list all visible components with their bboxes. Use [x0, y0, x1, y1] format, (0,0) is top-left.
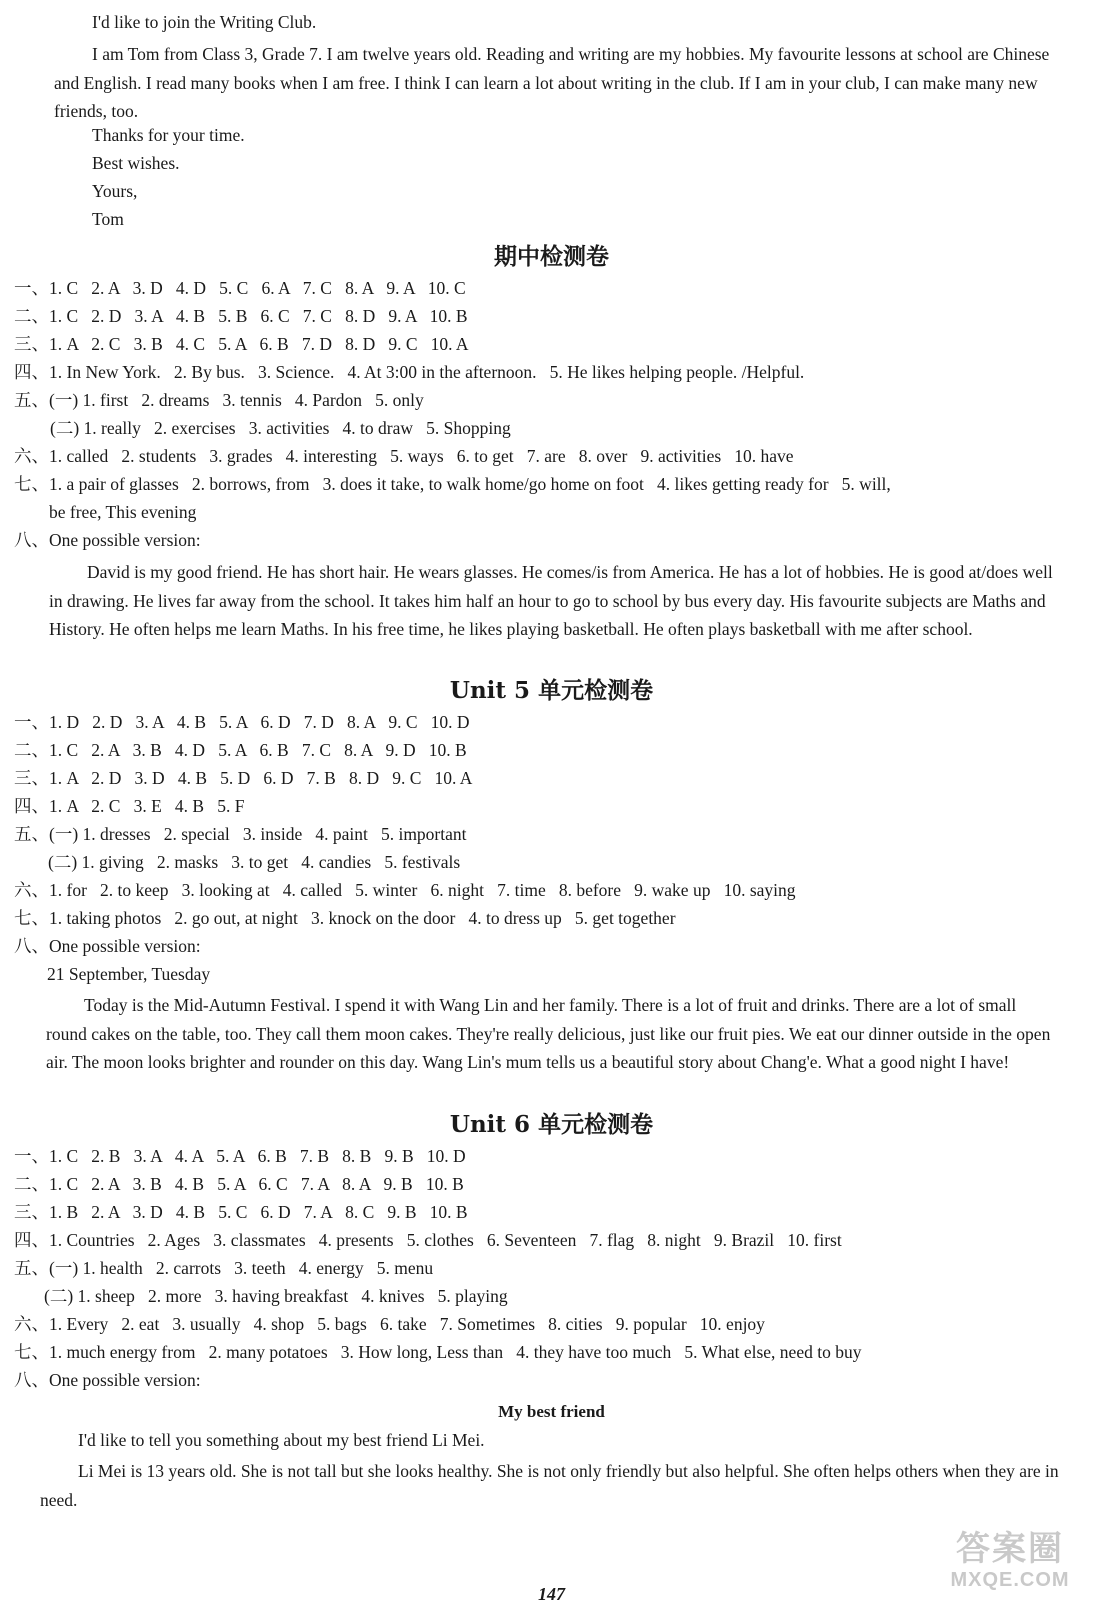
midterm-title: 期中检测卷 — [494, 243, 609, 270]
unit5-essay: Today is the Mid-Autumn Festival. I spend it with Wang Lin and her family. There is a lot of fruit and drinks. There are a lot of small round cakes on the table, too. They call them moon cakes. They're really delicious, just like our fruit pies. We eat our dinner outside in the open air. The moon looks brighter and rounder on this day. Wang Lin's mum tells us a beautiful story about Chang'e. What a good night I have! — [46, 995, 1051, 1072]
midterm-row-2: 二、1. C 2. D 3. A 4. B 5. B 6. C 7. C 8. D 9. A 10. B — [14, 306, 468, 326]
midterm-row-5a: 五、(一) 1. first 2. dreams 3. tennis 4. Pardon 5. only — [14, 390, 424, 410]
letter-opening: I'd like to join the Writing Club. — [92, 12, 317, 32]
midterm-row-4: 四、1. In New York. 2. By bus. 3. Science. 4. At 3:00 in the afternoon. 5. He likes helping people. /Helpful. — [14, 362, 805, 382]
letter-signature: Tom — [92, 209, 124, 229]
midterm-row-5b: (二) 1. really 2. exercises 3. activities 4. to draw 5. Shopping — [50, 418, 511, 438]
unit5-row-5b: (二) 1. giving 2. masks 3. to get 4. candies 5. festivals — [48, 852, 461, 872]
unit6-row-4: 四、1. Countries 2. Ages 3. classmates 4. presents 5. clothes 6. Seventeen 7. flag 8. night 9. Brazil 10. first — [14, 1230, 842, 1250]
unit5-title: Unit 5 单元检测卷 — [449, 677, 654, 704]
unit6-row-3: 三、1. B 2. A 3. D 4. B 5. C 6. D 7. A 8. C 9. B 10. B — [14, 1202, 468, 1222]
midterm-row-6: 六、1. called 2. students 3. grades 4. interesting 5. ways 6. to get 7. are 8. over 9. activities 10. have — [14, 446, 794, 466]
midterm-row-7-cont: be free, This evening — [49, 502, 197, 522]
watermark-url: MXQE.COM — [950, 1569, 1070, 1591]
unit6-title: Unit 6 单元检测卷 — [449, 1111, 654, 1138]
unit5-row-4: 四、1. A 2. C 3. E 4. B 5. F — [14, 796, 245, 816]
unit5-row-6: 六、1. for 2. to keep 3. looking at 4. called 5. winter 6. night 7. time 8. before 9. wake up 10. saying — [14, 880, 796, 900]
unit5-row-2: 二、1. C 2. A 3. B 4. D 5. A 6. B 7. C 8. A 9. D 10. B — [14, 740, 467, 760]
unit6-row-5b: (二) 1. sheep 2. more 3. having breakfast 4. knives 5. playing — [44, 1286, 508, 1306]
watermark-seal: 答案圈 — [956, 1530, 1064, 1568]
unit6-row-2: 二、1. C 2. A 3. B 4. B 5. A 6. C 7. A 8. A 9. B 10. B — [14, 1174, 464, 1194]
unit5-row-7: 七、1. taking photos 2. go out, at night 3. knock on the door 4. to dress up 5. get together — [14, 908, 676, 928]
unit6-essay-intro: I'd like to tell you something about my best friend Li Mei. — [78, 1430, 485, 1450]
letter-body: I am Tom from Class 3, Grade 7. I am twelve years old. Reading and writing are my hobbies. My favourite lessons at school are Chinese and English. I read many books when I am free. I think I can learn a lot about writing in the club. If I am in your club, I can make many new friends, too. — [54, 44, 1050, 121]
site-watermark — [935, 1530, 1085, 1596]
letter-thanks: Thanks for your time. — [92, 125, 245, 145]
letter-wishes: Best wishes. — [92, 153, 180, 173]
unit6-row-8: 八、One possible version: — [14, 1370, 201, 1390]
midterm-row-1: 一、1. C 2. A 3. D 4. D 5. C 6. A 7. C 8. A 9. A 10. C — [14, 278, 466, 298]
midterm-row-7: 七、1. a pair of glasses 2. borrows, from 3. does it take, to walk home/go home on foot 4. likes getting ready for 5. will, — [14, 474, 891, 494]
unit6-essay: Li Mei is 13 years old. She is not tall but she looks healthy. She is not only friendly but also helpful. She often helps others when they are in need. — [40, 1461, 1059, 1510]
unit5-row-5a: 五、(一) 1. dresses 2. special 3. inside 4. paint 5. important — [14, 824, 467, 844]
unit6-row-1: 一、1. C 2. B 3. A 4. A 5. A 6. B 7. B 8. B 9. B 10. D — [14, 1146, 466, 1166]
unit5-row-8: 八、One possible version: — [14, 936, 201, 956]
page-number: 147 — [538, 1584, 565, 1604]
midterm-essay: David is my good friend. He has short hair. He wears glasses. He comes/is from America. He has a lot of hobbies. He is good at/does well in drawing. He lives far away from the school. It takes him half an hour to go to school by bus every day. His favourite subjects are Maths and History. He often helps me learn Maths. In his free time, he likes playing basketball. He often plays basketball with me after school. — [49, 562, 1053, 639]
midterm-row-8: 八、One possible version: — [14, 530, 201, 550]
unit6-row-5a: 五、(一) 1. health 2. carrots 3. teeth 4. energy 5. menu — [14, 1258, 434, 1278]
unit6-row-7: 七、1. much energy from 2. many potatoes 3. How long, Less than 4. they have too much 5. What else, need to buy — [14, 1342, 862, 1362]
unit6-row-6: 六、1. Every 2. eat 3. usually 4. shop 5. bags 6. take 7. Sometimes 8. cities 9. popular 10. enjoy — [14, 1314, 765, 1334]
unit5-row-3: 三、1. A 2. D 3. D 4. B 5. D 6. D 7. B 8. D 9. C 10. A — [14, 768, 473, 788]
midterm-row-3: 三、1. A 2. C 3. B 4. C 5. A 6. B 7. D 8. D 9. C 10. A — [14, 334, 469, 354]
unit5-diary-date: 21 September, Tuesday — [47, 964, 211, 984]
unit5-row-1: 一、1. D 2. D 3. A 4. B 5. A 6. D 7. D 8. A 9. C 10. D — [14, 712, 470, 732]
unit6-essay-title: My best friend — [498, 1402, 605, 1421]
letter-closing: Yours, — [92, 181, 138, 201]
